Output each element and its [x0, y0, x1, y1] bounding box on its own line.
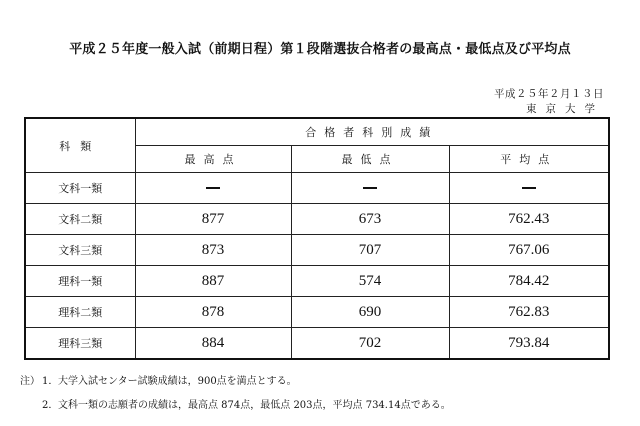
dash-mark: [522, 187, 536, 189]
note-1: [20, 370, 451, 394]
subject-cell: 文科二類: [25, 204, 135, 235]
table-row: [25, 204, 609, 235]
avg-score-cell: 762.43: [449, 204, 609, 235]
min-column-header: 最低点: [291, 146, 449, 173]
min-score-cell: 690: [291, 297, 449, 328]
subject-cell: 理科一類: [25, 266, 135, 297]
min-score-cell: 574: [291, 266, 449, 297]
min-score-cell: 673: [291, 204, 449, 235]
note-text: 文科一類の志願者の成績は，最高点 874点，最低点 203点，平均点 734.14点である。: [58, 400, 451, 411]
subject-cell: 文科三類: [25, 235, 135, 266]
avg-column-header: 平均点: [449, 146, 609, 173]
group-header: 合格者科別成績: [135, 118, 609, 146]
date-label: 平成２５年２月１３日: [494, 88, 604, 100]
subject-column-header: 科類: [25, 118, 135, 173]
subject-cell: 理科二類: [25, 297, 135, 328]
max-score-cell: [135, 173, 291, 204]
max-score-cell: 884: [135, 328, 291, 360]
min-score-cell: 702: [291, 328, 449, 360]
table-row: [25, 235, 609, 266]
table-row: [25, 328, 609, 360]
max-score-cell: 877: [135, 204, 291, 235]
organization-label: 東京大学: [526, 103, 604, 115]
avg-score-cell: 793.84: [449, 328, 609, 360]
min-score-cell: 707: [291, 235, 449, 266]
dash-mark: [363, 187, 377, 189]
table-body: [25, 173, 609, 360]
results-table: [24, 117, 610, 360]
avg-score-cell: 762.83: [449, 297, 609, 328]
notes: [20, 370, 451, 418]
min-score-cell: [291, 173, 449, 204]
table-row: [25, 173, 609, 204]
avg-score-cell: [449, 173, 609, 204]
note-number: 2．: [42, 400, 59, 411]
max-score-cell: 878: [135, 297, 291, 328]
note-text: 大学入試センター試験成績は，900点を満点とする。: [58, 376, 297, 387]
subject-cell: 理科三類: [25, 328, 135, 360]
note-2: [20, 394, 451, 418]
max-column-header: 最高点: [135, 146, 291, 173]
max-score-cell: 887: [135, 266, 291, 297]
page-title: 平成２５年度一般入試（前期日程）第１段階選抜合格者の最高点・最低点及び平均点: [69, 42, 571, 57]
avg-score-cell: 784.42: [449, 266, 609, 297]
table-row: [25, 297, 609, 328]
table-row: [25, 266, 609, 297]
notes-prefix: 注）: [20, 376, 40, 387]
note-number: 1．: [42, 376, 59, 387]
subject-cell: 文科一類: [25, 173, 135, 204]
dash-mark: [206, 187, 220, 189]
max-score-cell: 873: [135, 235, 291, 266]
avg-score-cell: 767.06: [449, 235, 609, 266]
